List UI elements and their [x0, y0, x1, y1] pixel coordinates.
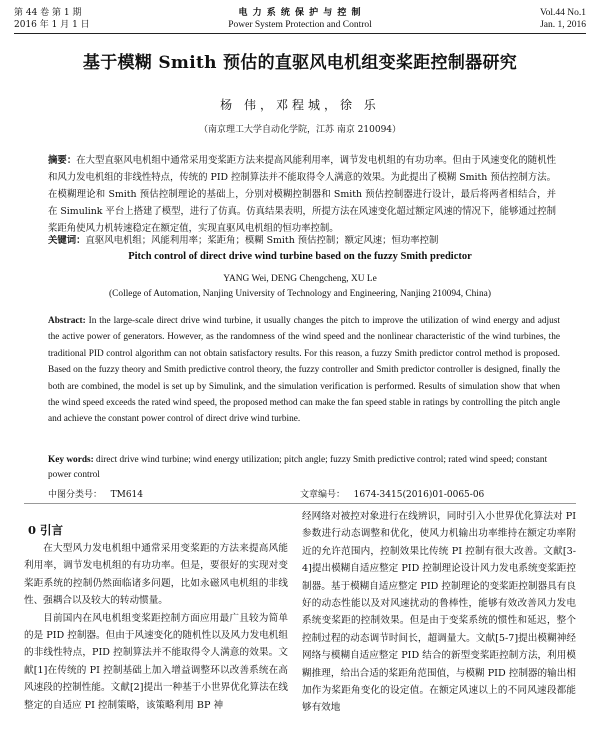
intro-paragraph-2: 目前国内在风电机组变桨距控制方面应用最广且较为简单的是 PID 控制器。但由于风速变化的随机性以及风力发电机组的非线性特点，PID 控制算法并不能取得令人满意的效果。文献[1]在传统的 PI 控制基础上加入增益调整环以改善系统在高风速段的控制性能。文献[2]提出一种基于小世界优化算法在线整定的自适应 PI 控制策略，该策略利用 BP 神: [24, 612, 288, 711]
journal-date-en: Jan. 1, 2016: [540, 20, 586, 30]
journal-name-en: Power System Protection and Control: [228, 20, 372, 30]
english-affiliation: (College of Automation, Nanjing University of Technology and Engineering, Nanjing 210094, China): [109, 289, 491, 299]
english-keywords-text: direct drive wind turbine; wind energy utilization; pitch angle; fuzzy Smith predictive control; rated wind speed; constant power control: [48, 455, 548, 480]
keywords-cn-label: 关键词：: [48, 235, 86, 246]
doc-label: 文章编号：: [300, 490, 346, 500]
intro-paragraph-continued: 经网络对被控对象进行在线辨识，同时引入小世界优化算法对 PI 参数进行动态调整和优化，使风力机输出功率维持在额定功率附近的允许范围内，控制效果比传统 PI 控制有很大改善。文献[3-4]提出模糊自适应整定 PID 控制理论设计风力发电系统变桨距控制器。基于模糊自适应整定 PID 控制理论的变桨距控制器具有良好的动态性能以及对风速扰动的鲁棒性，能够有效改善风力发电系统变桨距的控制效果。但是由于变桨系统的惯性和延迟，整个控制过程的动态调节时间长，超调量大。文献[5-7]提出模糊神经网络与模糊自适应整定 PID 结合的新型变桨距控制方法，利用模糊推理，给出合适的桨距角范围值，与模糊 PID 控制器的输出相加作为桨距角变化的设定值。在额定风速以上的不同风速段都能够有效地: [302, 511, 576, 714]
keywords-cn-text: 直驱风电机组；风能利用率；桨距角；模糊 Smith 预估控制；额定风速；恒功率控制: [85, 235, 439, 246]
header-rule: [14, 33, 586, 34]
english-title: Pitch control of direct drive wind turbine based on the fuzzy Smith predictor: [128, 251, 472, 262]
paper-authors: 杨 伟，邓程城，徐 乐: [220, 98, 380, 112]
clc-label: 中图分类号：: [48, 490, 103, 500]
doc-value: 1674-3415(2016)01-0065-06: [353, 490, 485, 500]
journal-volume-en: Vol.44 No.1: [539, 8, 586, 18]
english-abstract-text: In the large-scale direct drive wind turbine, it usually changes the pitch to improve the utilization of wind energy and adjust the active power of generators. However, as the randomness of the wind speed and the nonlinear characteristic of the wind turbines, the traditional PID control algorithm can not obtain satisfactory results. For this reason, a fuzzy Smith predictor control method is proposed. Based on the fuzzy theory and Smith predictive control theory, the fuzzy controller and Smith predictor controller is designed, finally the both are combined, the model is set up by Simulink, and the simulation verification is performed. Results of simulation show that when the wind speed exceeds the rated wind speed, the proposed method can make the fan speed stable in ratings by controlling the pitch angle and achieve the constant power control of direct drive wind turbine.: [48, 316, 560, 425]
body-left-column: [24, 540, 288, 714]
paper-title: 基于模糊 Smith 预估的直驱风电机组变桨距控制器研究: [82, 53, 518, 73]
journal-name: 电 力 系 统 保 护 与 控 制: [238, 8, 362, 18]
english-abstract-label: Abstract:: [48, 316, 86, 326]
journal-date: 2016 年 1 月 1 日: [14, 20, 90, 30]
abstract-cn-label: 摘要：: [48, 155, 77, 166]
journal-volume: 第 44 卷 第 1 期: [14, 8, 82, 18]
paper-affiliation: （南京理工大学自动化学院，江苏 南京 210094）: [198, 125, 402, 135]
intro-paragraph-1: 在大型风力发电机组中通常采用变桨距的方法来提高风能利用率，调节发电机组的有功功率。但是，要很好的实现对变桨距系统的控制仍然面临诸多问题，比如永磁风电机组的非线性、强耦合以及较大的转动惯量。: [24, 543, 288, 607]
english-authors: YANG Wei, DENG Chengcheng, XU Le: [223, 274, 377, 284]
abstract-cn-text: 在大型直驱风电机组中通常采用变桨距方法来提高风能利用率，调节发电机组的有功功率。但由于风速变化的随机性和风力发电机组的非线性特点，传统的 PID 控制算法并不能取得令人满意的效果。为此提出了模糊 Smith 预估控制方法。在模糊理论和 Smith 预估控制理论的基础上，分别对模糊控制器和 Smith 预估控制器进行设计，最后将两者相结合，并在 Simulink 平台上搭建了模型，进行了仿真。仿真结果表明，所提方法在风速变化超过额定风速的情况下，能够通过控制桨距角使风力机转速稳定在额定值，实现直驱风电机组的恒功率控制。: [48, 155, 556, 234]
english-keywords: [48, 453, 560, 483]
document-id: [300, 487, 484, 500]
clc-number: [48, 487, 143, 500]
body-rule: [24, 503, 576, 504]
abstract-cn: [48, 152, 556, 237]
clc-value: TM614: [110, 490, 144, 500]
body-right-column: [302, 508, 576, 717]
english-abstract: [48, 313, 560, 428]
section-heading-introduction: 0 引言: [28, 523, 64, 537]
keywords-cn: [48, 235, 556, 247]
english-keywords-label: Key words:: [48, 455, 94, 465]
